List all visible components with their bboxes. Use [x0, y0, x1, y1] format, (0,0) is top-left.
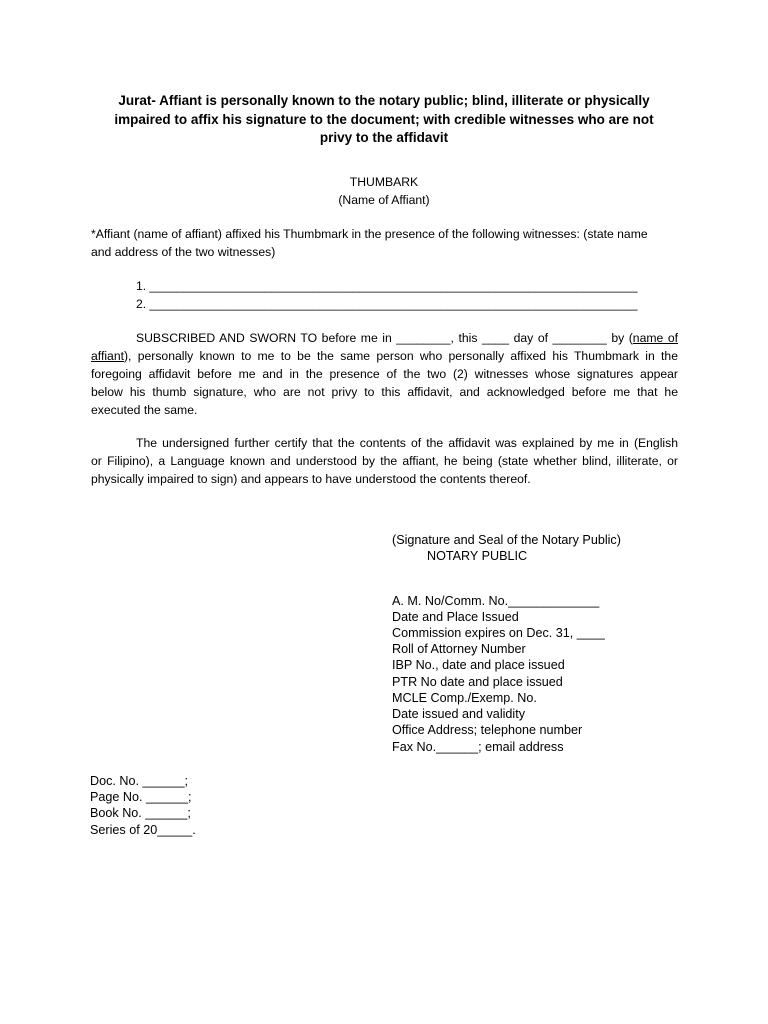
notary-detail-comm-no: A. M. No/Comm. No._____________	[392, 594, 600, 608]
sworn-line-5: executed the same.	[91, 403, 198, 417]
document-title	[96, 92, 672, 148]
thumbmark-label: THUMBARK	[349, 175, 419, 189]
notary-detail-office-address: Office Address; telephone number	[392, 723, 583, 737]
witness-intro-line-2: and address of the two witnesses)	[91, 245, 276, 259]
affiant-underlined: affiant	[91, 349, 124, 363]
doc-no: Doc. No. ______;	[90, 774, 189, 788]
sworn-line-1	[91, 331, 678, 345]
certify-line-1: The undersigned further certify that the contents of the affidavit was explained by me in (English	[136, 436, 678, 450]
witness-intro-line-1: *Affiant (name of affiant) affixed his Thumbmark in the presence of the following witnesses: (state name	[91, 227, 648, 241]
notary-detail-commission-expires: Commission expires on Dec. 31, ____	[392, 626, 605, 640]
witness-line-2: 2. ________________________________________________________________________	[136, 297, 638, 311]
notary-detail-date-place: Date and Place Issued	[392, 610, 519, 624]
affiant-name-placeholder: (Name of Affiant)	[338, 193, 430, 207]
certify-line-3: physically impaired to sign) and appears to have understood the contents thereof.	[91, 472, 531, 486]
sworn-line-3: foregoing affidavit before me and in the presence of the two (2) witnesses whose signatures appear	[91, 367, 678, 381]
title-line-2: impaired to affix his signature to the document; with credible witnesses who are not	[114, 111, 654, 127]
notary-title: NOTARY PUBLIC	[427, 549, 528, 563]
notary-detail-fax-email: Fax No.______; email address	[392, 740, 564, 754]
witness-line-1: 1. ________________________________________________________________________	[136, 279, 638, 293]
notary-detail-ibp: IBP No., date and place issued	[392, 658, 565, 672]
name-of-affiant-underlined: name of	[632, 331, 678, 345]
sworn-line-4: below his thumb signature, who are not privy to this affidavit, and acknowledged before me that he	[91, 385, 678, 399]
book-no: Book No. ______;	[90, 806, 191, 820]
title-line-1: Jurat- Affiant is personally known to the notary public; blind, illiterate or physically	[118, 93, 650, 108]
sworn-line-2-text: ), personally known to me to be the same person who personally affixed his Thumbmark in the	[123, 349, 678, 363]
notary-detail-mcle: MCLE Comp./Exemp. No.	[392, 691, 537, 705]
certify-line-2: or Filipino), a Language known and understood by the affiant, he being (state whether blind, illiterate, or	[91, 454, 678, 468]
page-no: Page No. ______;	[90, 790, 192, 804]
notary-detail-roll-of-attorney: Roll of Attorney Number	[392, 642, 526, 656]
signature-caption: (Signature and Seal of the Notary Public)	[392, 533, 621, 547]
sworn-line-2	[91, 349, 678, 363]
title-line-3: privy to the affidavit	[319, 130, 449, 145]
notary-detail-ptr: PTR No date and place issued	[392, 675, 563, 689]
notary-detail-date-issued: Date issued and validity	[392, 707, 526, 721]
sworn-line-1-text: SUBSCRIBED AND SWORN TO before me in ________, this ____ day of ________ by (	[136, 331, 633, 345]
series-of: Series of 20_____.	[90, 823, 196, 837]
